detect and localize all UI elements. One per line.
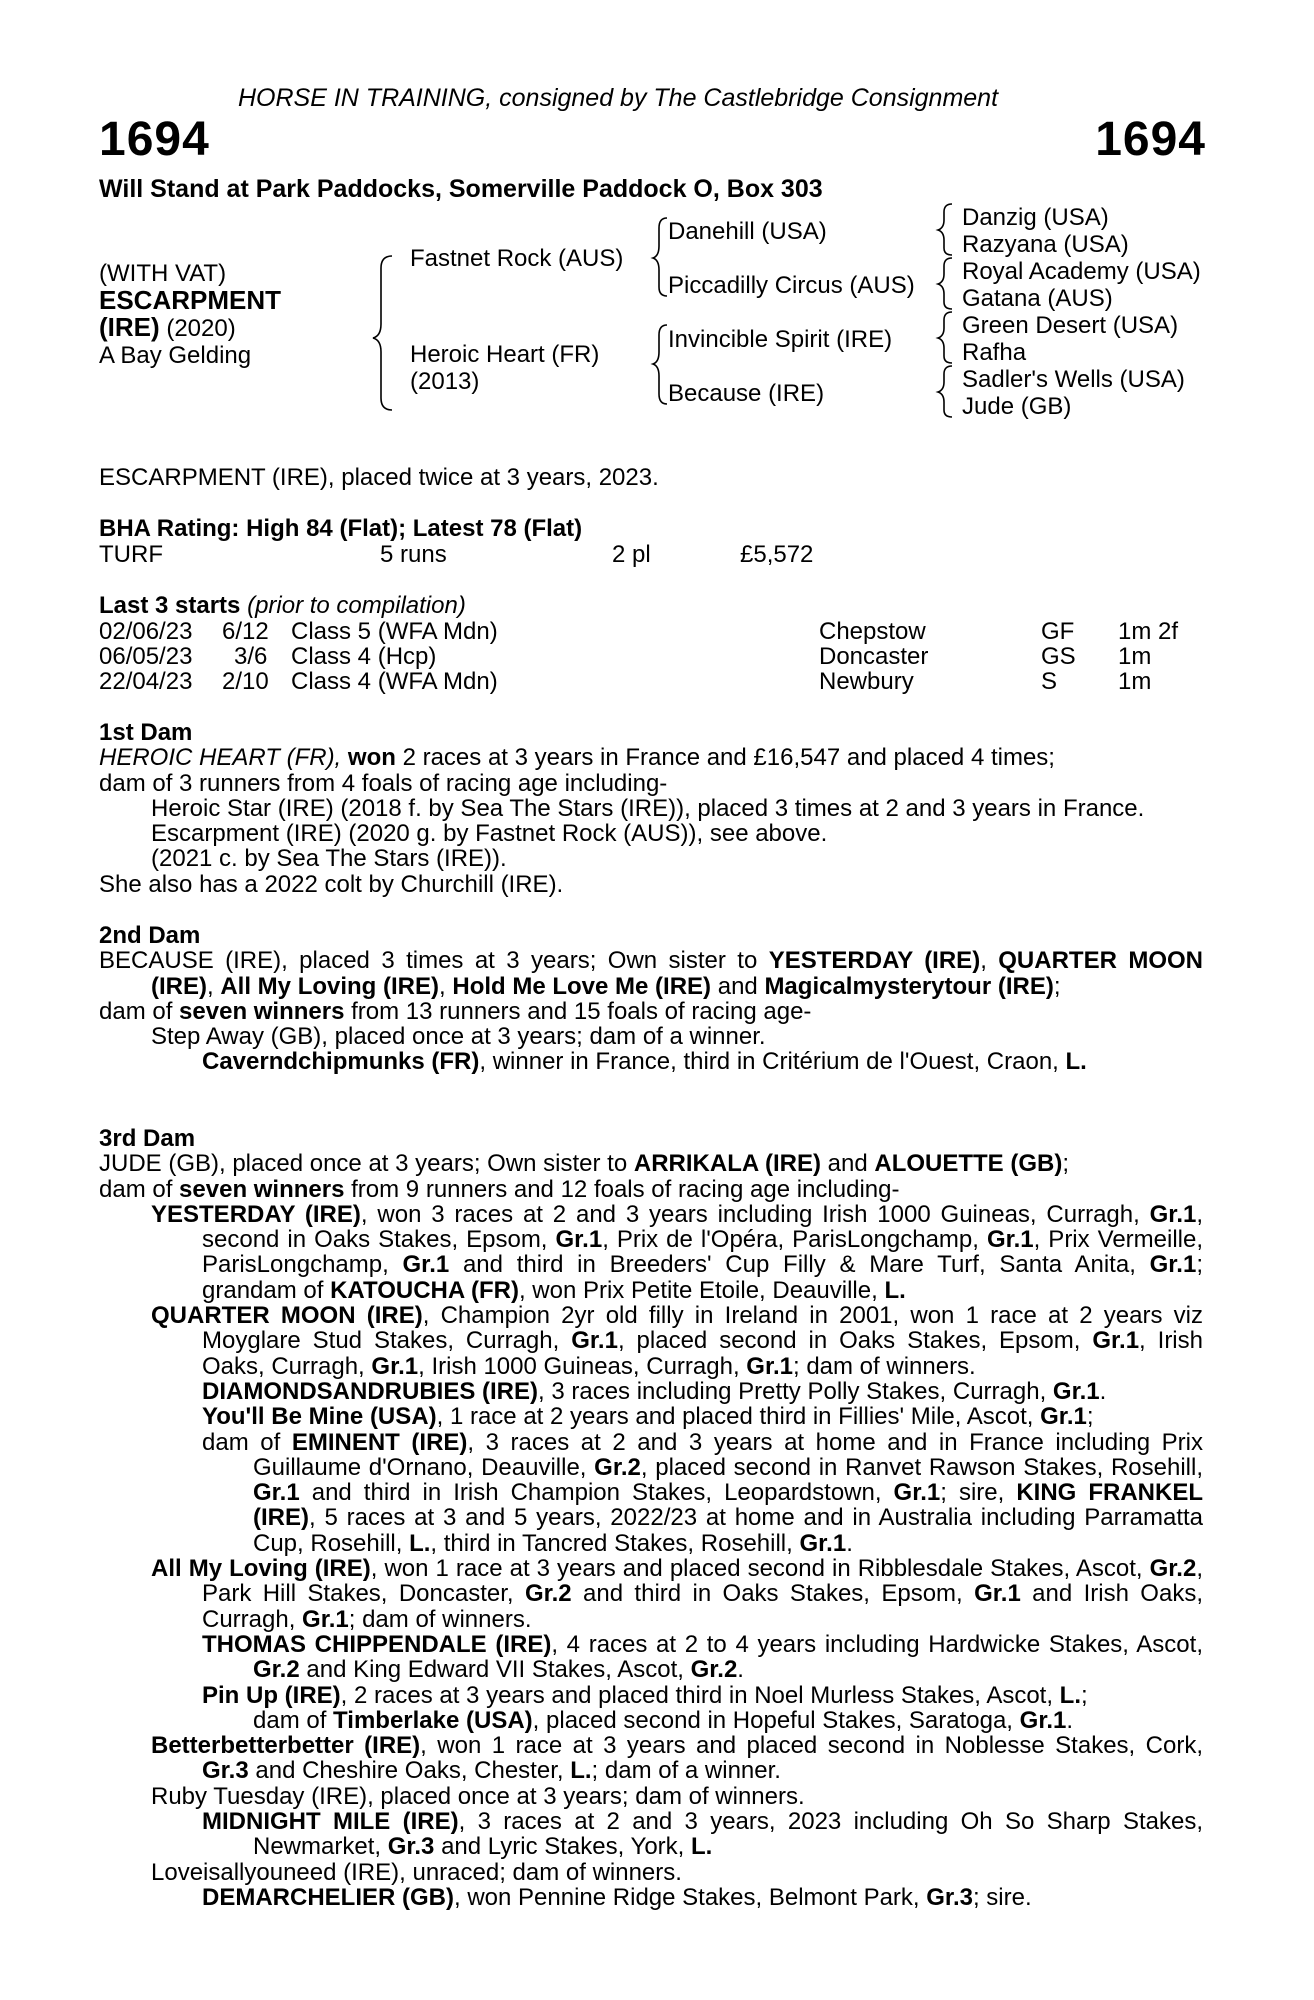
second-dam-line <box>99 948 1203 999</box>
grade: Gr.1 <box>1052 1377 1100 1405</box>
list-item <box>99 1885 1203 1910</box>
listed-mark: L. <box>570 1757 592 1785</box>
start-position: 6/12 <box>222 618 269 645</box>
grade: Gr.2 <box>253 1656 300 1684</box>
grade: Gr.1 <box>555 1226 603 1254</box>
text: , Irish Oaks, Curragh, <box>202 1327 1203 1380</box>
race-summary: ESCARPMENT (IRE), placed twice at 3 years, 2023. <box>99 464 659 491</box>
text: , Prix de l'Opéra, ParisLongchamp, <box>602 1226 987 1254</box>
start-distance: 1m 2f <box>1118 618 1179 645</box>
pedigree-dam-year: (2013) <box>410 368 480 395</box>
grade: Gr.1 <box>1040 1403 1087 1431</box>
text: , Champion 2yr old filly in Ireland in 2001, won 1 race at 2 years viz Moyglare Stud Stakes, Curragh, <box>202 1302 1204 1355</box>
grade: Gr.3 <box>202 1757 249 1785</box>
start-class: Class 4 (WFA Mdn) <box>291 668 498 695</box>
first-dam-section <box>99 720 1203 897</box>
list-item <box>99 1202 1203 1303</box>
last-starts-title: Last 3 starts <box>99 592 241 619</box>
start-class: Class 4 (Hcp) <box>291 643 437 670</box>
text: , 2 races at 3 years and placed third in Noel Murless Stakes, Ascot, <box>340 1681 1060 1709</box>
text: and <box>820 1150 875 1178</box>
list-item <box>99 1733 1203 1784</box>
horse-ref: DIAMONDSANDRUBIES (IRE) <box>202 1377 538 1405</box>
grade: Gr.1 <box>799 1529 847 1557</box>
text: , 4 races at 2 to 4 years including Hardwicke Stakes, Ascot, <box>551 1630 1203 1658</box>
grade: Gr.1 <box>371 1352 419 1380</box>
pedigree-ds: Invincible Spirit (IRE) <box>668 326 893 353</box>
text: and Cheshire Oaks, Chester, <box>248 1757 571 1785</box>
horse-year: (2020) <box>159 315 236 342</box>
horse-name: ESCARPMENT <box>99 285 282 315</box>
horse-ref: EMINENT (IRE) <box>291 1428 468 1456</box>
horse-ref: THOMAS CHIPPENDALE (IRE) <box>202 1630 552 1658</box>
text: . <box>1099 1377 1107 1405</box>
text: , Prix Vermeille, ParisLongchamp, <box>202 1226 1204 1279</box>
pedigree-dam <box>410 341 599 395</box>
listed-mark: L. <box>409 1529 431 1557</box>
pedigree-dd: Because (IRE) <box>668 380 825 407</box>
text: , third in Tancred Stakes, Rosehill, <box>430 1529 800 1557</box>
list-item <box>99 1049 1203 1074</box>
text: , 3 races including Pretty Polly Stakes, Curragh, <box>538 1377 1053 1405</box>
winners-count: seven winners <box>179 997 345 1025</box>
lot-number-right: 1694 <box>1095 113 1206 166</box>
text: , 3 races at 2 and 3 years, 2023 including Oh So Sharp Stakes, Newmarket, <box>253 1808 1203 1861</box>
start-distance: 1m <box>1118 668 1152 695</box>
second-dam-produce <box>99 999 1203 1024</box>
grade: Gr.2 <box>524 1580 572 1608</box>
horse-ref: ALOUETTE (GB) <box>874 1150 1063 1178</box>
last-starts-heading <box>99 592 466 620</box>
first-dam-name: HEROIC HEART (FR), <box>99 744 348 772</box>
text: ; dam of winners. <box>348 1605 532 1633</box>
start-position: 2/10 <box>222 668 269 695</box>
third-dam-line <box>99 1151 1203 1176</box>
grade: Gr.1 <box>302 1605 349 1633</box>
bha-rating: BHA Rating: High 84 (Flat); Latest 78 (Flat) <box>99 515 583 542</box>
text: and third in Oaks Stakes, Epsom, <box>571 1580 975 1608</box>
start-date: 22/04/23 <box>99 668 193 695</box>
winners-count: seven winners <box>179 1175 345 1203</box>
list-item <box>99 1683 1203 1708</box>
start-distance: 1m <box>1118 643 1152 670</box>
text: , <box>980 947 999 975</box>
text: ; <box>1062 1150 1070 1178</box>
start-going: GF <box>1041 618 1075 645</box>
first-dam-line <box>99 745 1203 770</box>
brace-dd <box>938 366 952 417</box>
text: , 1 race at 2 years and placed third in Fillies' Mile, Ascot, <box>436 1403 1041 1431</box>
list-item: Heroic Star (IRE) (2018 f. by Sea The Stars (IRE)), placed 3 times at 2 and 3 years in France. <box>151 794 1145 822</box>
list-item <box>99 1556 1203 1632</box>
start-course: Doncaster <box>819 643 929 670</box>
brace-sd <box>938 258 952 309</box>
pedigree-sdd: Gatana (AUS) <box>962 285 1113 312</box>
list-item <box>99 1379 1203 1404</box>
horse-ref: Magicalmysterytour (IRE) <box>764 972 1054 1000</box>
text: , 5 races at 3 and 5 years, 2022/23 at home and in Australia including Parramatta Cup, Rosehill, <box>253 1504 1203 1557</box>
text: ; <box>1081 1681 1088 1709</box>
text: , placed second in Ranvet Rawson Stakes, Rosehill, <box>640 1453 1203 1481</box>
grade: Gr.1 <box>1149 1200 1197 1228</box>
text: . <box>1066 1706 1074 1734</box>
start-going: GS <box>1041 643 1076 670</box>
text: , won 3 races at 2 and 3 years including Irish 1000 Guineas, Curragh, <box>360 1200 1150 1228</box>
list-item: Ruby Tuesday (IRE), placed once at 3 years; dam of winners. <box>151 1782 805 1810</box>
pedigree-sss: Danzig (USA) <box>962 204 1109 231</box>
horse-ref: YESTERDAY (IRE) <box>768 947 981 975</box>
text: and King Edward VII Stakes, Ascot, <box>299 1656 691 1684</box>
text: , <box>439 972 453 1000</box>
horse-ref: ARRIKALA (IRE) <box>633 1150 821 1178</box>
stand-location: Will Stand at Park Paddocks, Somerville Paddock O, Box 303 <box>99 175 823 203</box>
brace-sire <box>653 218 667 296</box>
text: , winner in France, third in Critérium de l'Ouest, Craon, <box>479 1048 1066 1076</box>
rating-placed: 2 pl <box>612 541 651 568</box>
horse-ref: Caverndchipmunks (FR) <box>202 1048 480 1076</box>
grade: Gr.3 <box>387 1833 435 1861</box>
start-course: Newbury <box>819 668 914 695</box>
grade: Gr.3 <box>926 1883 973 1911</box>
listed-mark: L. <box>884 1276 906 1304</box>
last-starts-note: (prior to compilation) <box>240 592 466 619</box>
horse-ref: Betterbetterbetter (IRE) <box>151 1732 421 1760</box>
grade: Gr.2 <box>690 1656 738 1684</box>
brace-ss <box>938 204 952 255</box>
brace-dam <box>653 325 667 404</box>
horse-ref: KING FRANKEL (IRE) <box>253 1479 1203 1532</box>
grade: Gr.1 <box>1019 1706 1067 1734</box>
grade: Gr.1 <box>746 1352 793 1380</box>
pedigree-sd: Piccadilly Circus (AUS) <box>668 272 915 299</box>
text: dam of <box>99 997 180 1025</box>
horse-ref: Hold Me Love Me (IRE) <box>452 972 712 1000</box>
third-dam-heading: 3rd Dam <box>99 1125 196 1152</box>
text: dam of <box>253 1706 334 1734</box>
horse-ref: QUARTER MOON (IRE) <box>151 947 1203 1000</box>
pedigree-sds: Royal Academy (USA) <box>962 258 1201 285</box>
start-going: S <box>1041 668 1058 695</box>
list-item: (2021 c. by Sea The Stars (IRE)). <box>151 845 507 873</box>
text: BECAUSE (IRE), placed 3 times at 3 years; Own sister to <box>99 947 769 975</box>
list-item <box>99 1404 1203 1429</box>
grade: Gr.1 <box>571 1327 618 1355</box>
horse-ref: KATOUCHA (FR) <box>330 1276 519 1304</box>
horse-country: (IRE) <box>99 312 160 342</box>
consignment-line: HORSE IN TRAINING, consigned by The Castlebridge Consignment <box>238 84 999 112</box>
list-item <box>99 1430 1203 1556</box>
first-dam-heading: 1st Dam <box>99 719 193 746</box>
text: , won 1 race at 3 years and placed second in Ribblesdale Stakes, Ascot, <box>370 1555 1150 1583</box>
start-date: 02/06/23 <box>99 618 193 645</box>
first-dam-produce: dam of 3 runners from 4 foals of racing age including- <box>99 769 668 797</box>
text: and third in Irish Champion Stakes, Leopardstown, <box>299 1479 894 1507</box>
text: and <box>711 972 765 1000</box>
text: , <box>207 972 221 1000</box>
horse-ref: You'll Be Mine (USA) <box>202 1403 437 1431</box>
text: , won Pennine Ridge Stakes, Belmont Park, <box>454 1883 927 1911</box>
list-item <box>99 1632 1203 1683</box>
text: ; <box>1086 1403 1094 1431</box>
pedigree-ddd: Jude (GB) <box>962 393 1072 420</box>
grade: Gr.1 <box>1149 1251 1197 1279</box>
listed-mark: L. <box>1059 1681 1081 1709</box>
third-dam-produce <box>99 1177 1203 1202</box>
listed-mark: L. <box>1065 1048 1087 1076</box>
text: , second in Oaks Stakes, Epsom, <box>202 1200 1204 1254</box>
text: , placed second in Oaks Stakes, Epsom, <box>617 1327 1093 1355</box>
pedigree-dsd: Rafha <box>962 339 1027 366</box>
text: dam of <box>202 1428 292 1456</box>
text: , placed second in Hopeful Stakes, Saratoga, <box>532 1706 1020 1734</box>
text: ; grandam of <box>202 1251 1203 1304</box>
text: ; sire, <box>940 1479 1017 1507</box>
horse-ref: All My Loving (IRE) <box>151 1555 371 1583</box>
horse-ref: DEMARCHELIER (GB) <box>202 1883 454 1911</box>
start-course: Chepstow <box>819 618 926 645</box>
horse-ref: Pin Up (IRE) <box>202 1681 341 1709</box>
first-dam-note: She also has a 2022 colt by Churchill (IRE). <box>99 870 564 898</box>
grade: Gr.1 <box>893 1479 941 1507</box>
text: JUDE (GB), placed once at 3 years; Own sister to <box>99 1150 634 1178</box>
text: ; sire. <box>972 1883 1032 1911</box>
horse-ref: QUARTER MOON (IRE) <box>151 1302 423 1330</box>
grade: Gr.1 <box>1092 1327 1140 1355</box>
text: from 13 runners and 15 foals of racing age- <box>344 997 812 1025</box>
text: from 9 runners and 12 foals of racing age including- <box>344 1175 900 1203</box>
grade: Gr.1 <box>402 1251 450 1279</box>
pedigree-sire: Fastnet Rock (AUS) <box>410 245 624 272</box>
second-dam-section <box>99 923 1203 1075</box>
grade: Gr.2 <box>1149 1555 1197 1583</box>
text: , won 1 race at 3 years and placed second in Noblesse Stakes, Cork, <box>420 1732 1204 1760</box>
text: , won Prix Petite Etoile, Deauville, <box>518 1276 885 1304</box>
pedigree-dam-name: Heroic Heart (FR) <box>410 341 600 368</box>
brace-main <box>373 256 392 410</box>
list-item <box>99 1809 1203 1860</box>
list-item <box>99 1303 1203 1379</box>
horse-ref: YESTERDAY (IRE) <box>151 1200 361 1228</box>
text: and third in Breeders' Cup Filly & Mare Turf, Santa Anita, <box>449 1251 1150 1279</box>
list-item: Step Away (GB), placed once at 3 years; dam of a winner. <box>151 1023 766 1051</box>
list-item <box>99 1708 1203 1733</box>
grade: Gr.1 <box>986 1226 1034 1254</box>
rating-surface: TURF <box>99 541 163 568</box>
grade: Gr.1 <box>974 1580 1021 1608</box>
grade: Gr.1 <box>253 1479 300 1507</box>
text: , Park Hill Stakes, Doncaster, <box>202 1555 1203 1608</box>
list-item: Escarpment (IRE) (2020 g. by Fastnet Rock (AUS)), see above. <box>151 820 828 848</box>
text: ; dam of winners. <box>792 1352 976 1380</box>
rating-prize: £5,572 <box>740 541 814 568</box>
third-dam-section <box>99 1126 1203 1910</box>
text: and Lyric Stakes, York, <box>434 1833 691 1861</box>
pedigree-dss: Green Desert (USA) <box>962 312 1179 339</box>
text: ; dam of a winner. <box>591 1757 781 1785</box>
text: dam of <box>99 1175 180 1203</box>
first-dam-won: won <box>347 744 396 772</box>
listed-mark: L. <box>691 1833 713 1861</box>
pedigree-dds: Sadler's Wells (USA) <box>962 366 1185 393</box>
text: , 3 races at 2 and 3 years at home and in France including Prix Guillaume d'Ornano, Deauville, <box>253 1428 1203 1481</box>
start-date: 06/05/23 <box>99 643 193 670</box>
rating-runs: 5 runs <box>380 541 447 568</box>
horse-ref: MIDNIGHT MILE (IRE) <box>202 1808 459 1836</box>
horse-ref: All My Loving (IRE) <box>220 972 440 1000</box>
text: . <box>737 1656 744 1684</box>
text: , Irish 1000 Guineas, Curragh, <box>418 1352 747 1380</box>
start-position: 3/6 <box>234 643 268 670</box>
lot-number-left: 1694 <box>99 113 210 166</box>
brace-ds <box>938 312 952 363</box>
pedigree-ssd: Razyana (USA) <box>962 231 1129 258</box>
horse-ref: Timberlake (USA) <box>333 1706 533 1734</box>
first-dam-record: 2 races at 3 years in France and £16,547 and placed 4 times; <box>395 744 1055 772</box>
pedigree-ss: Danehill (USA) <box>668 218 827 245</box>
grade: Gr.2 <box>594 1453 641 1481</box>
text: and Irish Oaks, Curragh, <box>202 1580 1203 1633</box>
list-item: Loveisallyouneed (IRE), unraced; dam of winners. <box>151 1858 682 1886</box>
vat-note: (WITH VAT) <box>99 260 227 287</box>
horse-description: A Bay Gelding <box>99 342 252 369</box>
second-dam-heading: 2nd Dam <box>99 922 201 949</box>
start-class: Class 5 (WFA Mdn) <box>291 618 498 645</box>
text: . <box>846 1529 853 1557</box>
text: ; <box>1053 972 1061 1000</box>
